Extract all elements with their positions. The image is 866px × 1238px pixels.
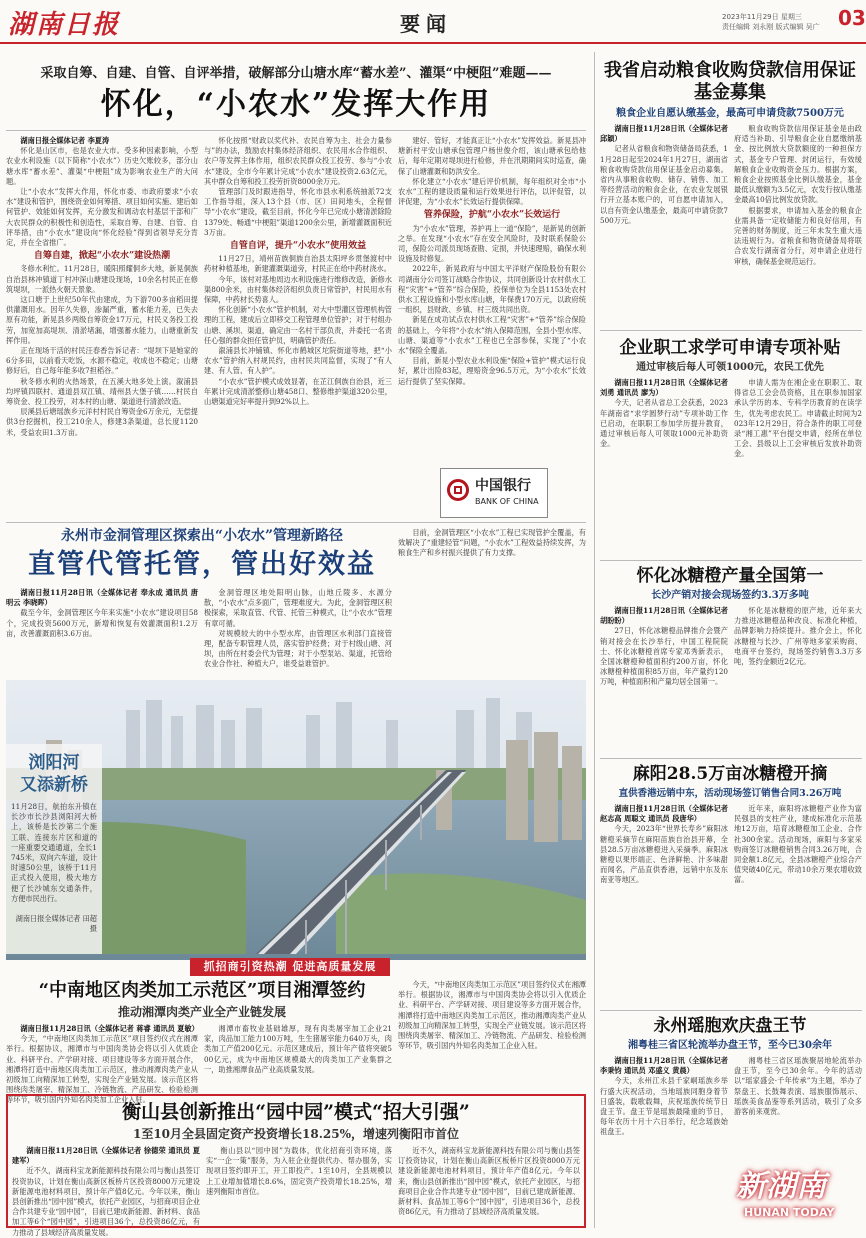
newspaper-logo: 湖南日报 bbox=[8, 10, 121, 40]
r5-byline: 湖南日报11月28日讯（全媒体记者 李秉钧 通讯员 邓盛义 黄晨） bbox=[600, 1056, 728, 1076]
lead-p2: 让“小农水”发挥大作用，怀化市委、市政府要求“小农水”建设和管护，围绕资金如何筹措、项目如何实施、建后如何管护、效能如何发挥，充分激发和调动农村基层干部和广大农民群众的积极性和创造性，采取自筹、自建、自管、自评举措，由“小农水”建设向“怀化经验”得到省领导充分肯定，并在全省推广。 bbox=[6, 187, 198, 248]
r1-byline: 湖南日报11月28日讯（全媒体记者 邱颖） bbox=[600, 124, 728, 144]
lead-r2: 怀化建立“小农水”建后评价机制，每年组织对全市“小农水”工程的建设质量和运行效果进行评估，以评促管，以评促建，为“小农水”长效运行提供保障。 bbox=[398, 176, 586, 207]
lead-p11: 今年，该村对基地周边水利设施进行维修改造，新修水渠800余米，由村集体经济组织负责日常管护，村民用水有保障，中药材长势喜人。 bbox=[204, 274, 392, 305]
divider bbox=[6, 522, 586, 523]
photo-caption-panel bbox=[6, 744, 102, 954]
lead-r4: 2022年，新晃政府与中国太平洋财产保险股份有限公司湖南分公司签订战略合作协议，共同创新设计农村供水工程“灾害”+“管养”综合保险，投保单位为全县1153处农村供水工程设施和小型水库山塘，年保费170万元，以政府统一组织，县财政、乡镇、村三级共同出资。 bbox=[398, 264, 586, 315]
r2-headline: 企业职工求学可申请专项补贴 bbox=[619, 338, 841, 358]
issue-date: 2023年11月29日 星期三 bbox=[722, 13, 802, 21]
a3-body-cont: 今天，“中南地区肉类加工示范区”项目签约仪式在湘潭举行。根据协议，湘潭市与中国肉类协会将以引入优质企业、科研平台、产学研对接、项目建设等多方面开展合作，湘潭将打造中南地区肉类加工示范区，推动湘潭肉类产业从初级加工向精深加工转型，实现全产业链发展。该示范区将围绕肉类屠宰、精深加工、冷链物流、产品研发、检验检测等环节，吸引国内外知名肉类加工企业入驻。 bbox=[398, 980, 586, 1051]
watermark-logo: 新湖南 bbox=[736, 1169, 826, 1204]
lead-r6: 目前，新晃小型农业水利设施“保险+管护”模式运行良好，累计出险83起，理赔资金96.5万元，为“小农水”长效运行提供了坚实保障。 bbox=[398, 356, 586, 386]
lead-kicker: 采取自筹、自建、自管、自评举措，破解部分山塘水库“蓄水差”、灌渠“中梗阻”难题—— bbox=[40, 66, 552, 81]
r2-body2: 申请人需为在湘企业在职职工、取得省总工会会员资格，且在职参加国家承认学历的本、专科学历教育的在读学生，优先考虑农民工。申请截止时间为2023年12月29日，符合条件的职工可登录“湘工惠”平台提交申请，经所在单位工会、县级以上工会审核后发放补助资金。 bbox=[734, 378, 862, 459]
lead-p1: 怀化是山区市，也是农业大市。受多种因素影响，小型农业水利设施（以下简称“小农水”）历史欠账较多，部分山塘水库“蓄水差”、灌渠“中梗阻”成为影响农业生产的大问题。 bbox=[6, 146, 198, 186]
masthead bbox=[0, 0, 866, 44]
lead-byline: 湖南日报全媒体记者 李夏涛 bbox=[20, 136, 110, 145]
r3-col-2 bbox=[734, 606, 862, 752]
r2-body: 今天，记者从省总工会获悉，2023年湖南省“求学圆梦行动”专项补助工作已启动，在职职工参加学历提升教育，通过审核后每人可领取1000元补助资金。 bbox=[600, 398, 728, 449]
a4-body-cont: 近不久，湖南科宝龙新能源科技有限公司与衡山县签订投资协议，计划在衡山高新区板桥片区投资8000万元建设新能源电池材料项目，预计年产值8亿元。今年以来，衡山县创新推出“园中园”模式，依托产业园区，与招商项目企业合作共建专业“园中园”，目前已建成新能源、新材料、食品加工等6个“园中园”，引进项目36个，总投资86亿元，有力推动了县域经济高质量发展。 bbox=[398, 1146, 580, 1217]
a4-byline: 湖南日报11月28日讯（全媒体记者 徐德荣 通讯员 夏建军） bbox=[12, 1146, 200, 1166]
lead-p8: 怀化按照“财政以奖代补、农民自筹为主、社会力量参与”的办法，鼓励农村集体经济组织、农民用水合作组织、农户等发挥主体作用，组织农民群众投工投劳、参与“小农水”建设，全市今年累计完成“小农水”建设投资2.63亿元，其中群众自筹和投工投劳折资8000余万元。 bbox=[204, 136, 392, 186]
r3-byline: 湖南日报11月28日讯（全媒体记者 胡盼盼） bbox=[600, 606, 728, 626]
a2-col-1 bbox=[6, 588, 198, 674]
r2-sub: 通过审核后每人可领1000元，农民工优先 bbox=[636, 362, 824, 373]
lead-col-3 bbox=[398, 136, 586, 398]
boc-logo-icon bbox=[447, 479, 469, 501]
a3-col-1 bbox=[6, 1024, 199, 1105]
r3-body2: 怀化是冰糖橙的原产地，近年来大力推进冰糖橙品种改良、标准化种植，品牌影响力持续提升。推介会上，怀化冰糖橙与长沙、广州等地多家采购商、电商平台签约，现场签约销售3.3万多吨，签约金额近2亿元。 bbox=[734, 606, 862, 667]
divider bbox=[600, 1010, 862, 1011]
a2-body2: 金洞管理区地处阳明山脉，山地丘陵多、水源分散，“小农水”点多面广，管理难度大。为此，金洞管理区积极探索，采取直管、代管、托管三种模式，让“小农水”管理有章可循。 bbox=[204, 588, 392, 628]
lead-p5: 正在现场干活的村民汪春香告诉记者：“堤坝下是她家的6分多田，以前看天吃饭，水源不稳定，收成也不稳定；山塘修好后，自己每年能多收7担稻谷。” bbox=[6, 346, 198, 376]
photo-title-2: 又添新桥 bbox=[20, 775, 88, 795]
editor-credit: 责任编辑 刘永刚 版式编辑 吴广 bbox=[722, 23, 820, 31]
a4-box bbox=[6, 1094, 586, 1237]
r5-col-1 bbox=[600, 1056, 728, 1226]
r1-body: 记者从省粮食和物资储备局获悉，11月28日起至2024年1月27日，湖南省粮食收购贷款信用保证基金启动募集。省内从事粮食收购、储存、销售、加工等经营活动的粮食企业，在农业发展银行开立基本账户的，可自愿申请加入，以自有资金认缴基金，最高可申请贷款7500万元。 bbox=[600, 144, 728, 225]
a3-byline: 湖南日报11月28日讯（全媒体记者 蒋睿 通讯员 夏敏） bbox=[20, 1024, 199, 1033]
divider bbox=[600, 330, 862, 331]
photo-credit: 湖南日报全媒体记者 田超 摄 bbox=[15, 914, 97, 934]
r1-body3: 根据要求，申请加入基金的粮食企业需具备一定收储能力和良好信用，有完善的财务制度，近三年未发生重大违法违规行为。省粮食和物资储备局将联合农发行湖南省分行，对申请企业进行审核，确保基金规范运行。 bbox=[734, 205, 862, 266]
section-title: 要闻 bbox=[400, 12, 452, 36]
r3-headline: 怀化冰糖橙产量全国第一 bbox=[636, 566, 824, 586]
r3-sub: 长沙产销对接会现场签约3.3万多吨 bbox=[651, 590, 809, 601]
lead-p6: 秋冬修水利的火热场景，在五溪大地多处上演。溆浦县均坪镇四联村、通道县双江镇、靖州县大堡子镇……村民自筹资金、投工投劳，对本村的山塘、渠道进行清淤改造。 bbox=[6, 376, 198, 407]
lead-col-2 bbox=[204, 136, 392, 516]
a4-col-3 bbox=[398, 1146, 580, 1224]
a3-col-3 bbox=[398, 980, 586, 1088]
boc-name-cn: 中国银行 bbox=[475, 478, 531, 494]
r4-col-2 bbox=[734, 804, 862, 1004]
photo-caption: 11月28日，航拍东升镇在长沙市长沙县浏阳河大桥上，该桥是长沙第二个施工联、连接东片区和道的一座重要交通通道，全长1745米，双向六车道，设计时速50公里，该桥于11月正式投入使用，极大地方便了长沙城东交通条件，方便市民出行。 bbox=[11, 802, 97, 903]
r3-body: 27日，怀化冰糖橙品牌推介会暨产销对接会在长沙举行，中国工程院院士、怀化冰糖橙首席专家邓秀新表示，全国冰糖橙种植面积约200万亩，怀化冰糖橙种植面积85万亩，年产量约120万吨，种植面积和产量均居全国第一。 bbox=[600, 626, 728, 687]
a3-kicker: “中南地区肉类加工示范区”项目湘潭签约 bbox=[38, 980, 366, 1001]
section-banner: 抓招商引资热潮 促进高质量发展 bbox=[190, 958, 390, 976]
lead-subhead-2: 自管自评，提升“小农水”使用效益 bbox=[229, 241, 367, 252]
a4-col-1 bbox=[12, 1146, 200, 1237]
r4-body: 今天，2023年“世界长寿乡”麻阳冰糖橙采摘节在麻阳苗族自治县开幕，全县28.5万亩冰糖橙进入采摘季。麻阳冰糖橙以果形端正、色泽鲜艳、汁多味甜而闻名，产品直供香港，远销中东及东南亚等地区。 bbox=[600, 824, 728, 885]
r5-col-2 bbox=[734, 1056, 862, 1166]
lead-p7: 辰溪县后塘瑶族乡元洋村村民自筹资金6万余元，无偿提供3台挖掘机，投工210余人，修建3条渠道，总长度1120米，受益农田1.3万亩。 bbox=[6, 407, 198, 437]
lead-col-1 bbox=[6, 136, 198, 516]
r4-sub: 直供香港远销中东，活动现场签订销售合同3.26万吨 bbox=[618, 788, 842, 799]
boc-name-en: BANK OF CHINA bbox=[475, 497, 539, 506]
a4-col-2 bbox=[206, 1146, 392, 1224]
r1-body2: 粮食收购贷款信用保证基金是由政府适当补助、引导粮食企业自愿缴纳基金、按比例放大贷款额度的一种担保方式，基金专户管理、封闭运行，有效缓解粮食企业收购资金压力。根据方案，粮食企业按照基金比例认缴基金，基金最低认缴额为3.5亿元，农发行按认缴基金最高10倍比例发放贷款。 bbox=[734, 124, 862, 205]
divider bbox=[600, 758, 862, 759]
lead-p4: 这口塘于上世纪50年代由建成，为下游700多亩稻田提供灌溉用水。因年久失修，渗漏严重，蓄水能力差，已失去原有功能，新晃县乡两级自筹资金17万元，村民义务投工投劳，加宽加高堤坝、清淤堵漏，增强蓄水能力，山塘重新发挥作用。 bbox=[6, 295, 198, 345]
issue-meta bbox=[722, 12, 832, 32]
column-divider bbox=[594, 52, 595, 1228]
r3-col-1 bbox=[600, 606, 728, 752]
r1-col-1 bbox=[600, 124, 728, 324]
a4-kicker: 衡山县创新推出“园中园”模式“招大引强” bbox=[122, 1101, 470, 1123]
a4-body: 近不久，湖南科宝龙新能源科技有限公司与衡山县签订投资协议，计划在衡山高新区板桥片区投资8000万元建设新能源电池材料项目，预计年产值8亿元。今年以来，衡山县创新推出“园中园”模式，依托产业园区，与招商项目企业合作共建专业“园中园”，目前已建成新能源、新材料、食品加工等6个“园中园”，引进项目36个，总投资86亿元，有力推动了县域经济高质量发展。 bbox=[12, 1166, 200, 1237]
r5-body: 今天，永州江永县千家峒瑶族乡举行盛大庆祝活动，当地瑶族同胞身着节日盛装，载歌载舞，庆祝瑶族传统节日盘王节。盘王节是瑶族最隆重的节日，每年农历十月十六日举行，纪念瑶族始祖盘王。 bbox=[600, 1076, 728, 1137]
news-photo bbox=[6, 680, 586, 954]
photo-title-1: 浏阳河 bbox=[28, 753, 80, 773]
a3-body: 今天，“中南地区肉类加工示范区”项目签约仪式在湘潭举行。根据协议，湘潭市与中国肉类协会将以引入优质企业、科研平台、产学研对接、项目建设等多方面开展合作，湘潭将打造中南地区肉类加工示范区，推动湘潭肉类产业从初级加工向精深加工转型，实现全产业链发展。该示范区将围绕肉类屠宰、精深加工、冷链物流、产品研发、检验检测等环节，吸引国内外知名肉类加工企业入驻。 bbox=[6, 1034, 198, 1105]
a3-body2: 湘潭市畜牧业基础雄厚，现有肉类屠宰加工企业21家，肉品加工能力100万吨，生生猪屠宰能力640万头，肉类加工产值200亿元。示范区建成后，预计年产值将突破500亿元，成为中南地区规模最大的肉类加工产业集群之一，助推湘潭食品产业高质量发展。 bbox=[204, 1024, 392, 1074]
a2-body1: 截至今年，金洞管理区今年来实施“小农水”建设项目58个，完成投资5600万元，新增和恢复有效灌溉面积1.2万亩，改善灌溉面积3.6万亩。 bbox=[6, 608, 198, 638]
a3-col-2 bbox=[204, 1024, 392, 1088]
a2-headline: 直管代管托管，管出好效益 bbox=[28, 549, 376, 580]
lead-p10: 11月27日，靖州苗族侗族自治县太阳坪乡贯堡渡村中药材种植基地，新建灌溉渠道旁，村民正在给中药材浇水。 bbox=[204, 254, 392, 274]
lead-subhead-1: 自筹自建，掀起“小农水”建设热潮 bbox=[33, 251, 171, 262]
r4-col-1 bbox=[600, 804, 728, 1004]
lead-p13: 溆浦县长冲铺镇、怀化市鹤城区坨院街道等地，把“小农水”管护纳入村规民约，由村民共同监督，实现了“有人建、有人管、有人护”。 bbox=[204, 346, 392, 376]
lead-subhead-3: 管养保险，护航“小农水”长效运行 bbox=[423, 210, 561, 221]
r2-col-1 bbox=[600, 378, 728, 554]
a2-byline: 湖南日报11月28日讯（全媒体记者 奉永成 通讯员 唐明云 李晓晖） bbox=[6, 588, 198, 608]
lead-p14: “小农水”管护模式成效显著，在芷江侗族自治县，近三年累计完成清淤整修山塘458口、整修维护渠道320公里，山塘渠道完好率提升到92%以上。 bbox=[204, 376, 392, 407]
r2-col-2 bbox=[734, 378, 862, 554]
a4-sub: 1至10月全县固定资产投资增长18.25%，增速列衡阳市首位 bbox=[132, 1127, 460, 1141]
a2-body3: 对规模较大的中小型水库，由管理区水利部门直接管理，配备专职管理人员，落实管护经费；对于村级山塘、河坝，由所在村委会代为管理；对于小型泵站、渠道，托管给农业合作社、种植大户，谁受益谁管护。 bbox=[204, 628, 392, 669]
r4-body2: 近年来，麻阳将冰糖橙产业作为富民强县的支柱产业，建成标准化示范基地12万亩，培育冰糖橙加工企业、合作社300余家。活动现场，麻阳与多家采购商签订冰糖橙销售合同3.26万吨，合同金额1.8亿元，全县冰糖橙产业综合产值突破40亿元，带动10余万果农增收致富。 bbox=[734, 804, 862, 885]
lead-p12: 怀化创新“小农水”管护机制，对大中型灌区管理机构管理的工程，建成后立即移交工程管理单位管护；对于村组办山塘、溪坝、渠道，确定由一名村干部负责，并委托一名责任心强的群众担任管护员，明确管护责任。 bbox=[204, 305, 392, 345]
lead-p3: 冬修水利忙。11月28日，暖阳照耀侗乡大地，新晃侗族自治县林冲镇道丁村冲深山塘建设现场，10余名村民正在修筑堤坝，一派热火朝天景象。 bbox=[6, 264, 198, 294]
a2-kicker: 永州市金洞管理区探索出“小农水”管理新路径 bbox=[60, 528, 344, 544]
r1-sub: 粮食企业自愿认缴基金，最高可申请贷款7500万元 bbox=[616, 108, 844, 119]
lead-p9: 管理部门及时跟进指导，怀化市县水利系统抽派72支工作指导组，深入13个县（市、区）田间地头，全程督导“小农水”建设，截至目前，怀化今年已完成小塘清淤除险1379处、畅通“中梗阻”渠道1200余公里，新增灌溉面积近3万亩。 bbox=[204, 187, 392, 237]
lead-r1: 建好、管好，才能真正让“小农水”发挥效益。新晃县冲塘新村平安山塘承包管理户杨世俊介绍，该山塘承包给他后，每年定期对堤坝进行检修，并在汛期期间实时巡查，确保了山塘灌溉和防洪安全。 bbox=[398, 136, 586, 176]
a2-col-3 bbox=[398, 528, 586, 674]
lead-r3: 为“小农水”管理，养护再上一道“保险”，是新晃的创新之举。在发现“小农水”存在安全风险时，及时联系保险公司，保险公司派员现场查勘、定损，并快速理赔，确保水利设施及时修复。 bbox=[398, 223, 586, 264]
a2-body4: 目前，金洞管理区“小农水”工程已实现管护全覆盖，有效解决了“重建轻管”问题，“小农水”工程效益持续发挥，为粮食生产和乡村振兴提供了有力支撑。 bbox=[398, 528, 586, 558]
r1-headline: 我省启动粮食收购贷款信用保证基金募集 bbox=[604, 60, 856, 103]
a3-sub: 推动湘潭肉类产业全产业链发展 bbox=[117, 1005, 286, 1019]
watermark-en: HUNAN TODAY bbox=[744, 1206, 835, 1219]
r4-headline: 麻阳28.5万亩冰糖橙开摘 bbox=[632, 764, 828, 784]
r1-col-2 bbox=[734, 124, 862, 324]
lead-headline: 怀化，“小农水”发挥大作用 bbox=[100, 87, 492, 122]
divider bbox=[6, 130, 586, 131]
r5-sub: 湘粤桂三省区轮流举办盘王节，至今已30余年 bbox=[628, 1040, 832, 1051]
a2-col-2 bbox=[204, 588, 392, 674]
a4-body2: 衡山县以“园中园”为载体，优化招商引资环境，落实“一企一策”服务，为入驻企业提供代办、帮办服务，实现项目签约即开工，开工即投产。1至10月，全县规模以上工业增加值增长8.6%，固定资产投资增长18.25%，增速列衡阳市首位。 bbox=[206, 1146, 392, 1196]
bank-of-china-ad bbox=[440, 468, 548, 518]
r4-byline: 湖南日报11月28日讯（全媒体记者 赵志高 周聪文 通讯员 段唐华） bbox=[600, 804, 728, 824]
r5-body2: 湘粤桂三省区瑶族聚居地轮流举办盘王节，至今已30余年。今年的活动以“瑶家盛会·千年传承”为主题，举办了祭盘王、长鼓舞表演、瑶族服饰展示、瑶族美食品鉴等系列活动，吸引了众多游客前来观赏。 bbox=[734, 1056, 862, 1117]
page-number: 03 bbox=[838, 6, 866, 30]
r5-headline: 永州瑶胞欢庆盘王节 bbox=[653, 1016, 807, 1036]
divider bbox=[600, 560, 862, 561]
lead-r5: 新晃在成功试点农村供水工程“灾害”+“管养”综合保险的基础上，今年将“小农水”纳入保障范围，全县小型水库、山塘、渠道等“小农水”工程也已全部参保，实现了“小农水”保险全覆盖。 bbox=[398, 315, 586, 356]
r2-byline: 湖南日报11月28日讯（全媒体记者 刘勇 通讯员 廖为） bbox=[600, 378, 728, 398]
